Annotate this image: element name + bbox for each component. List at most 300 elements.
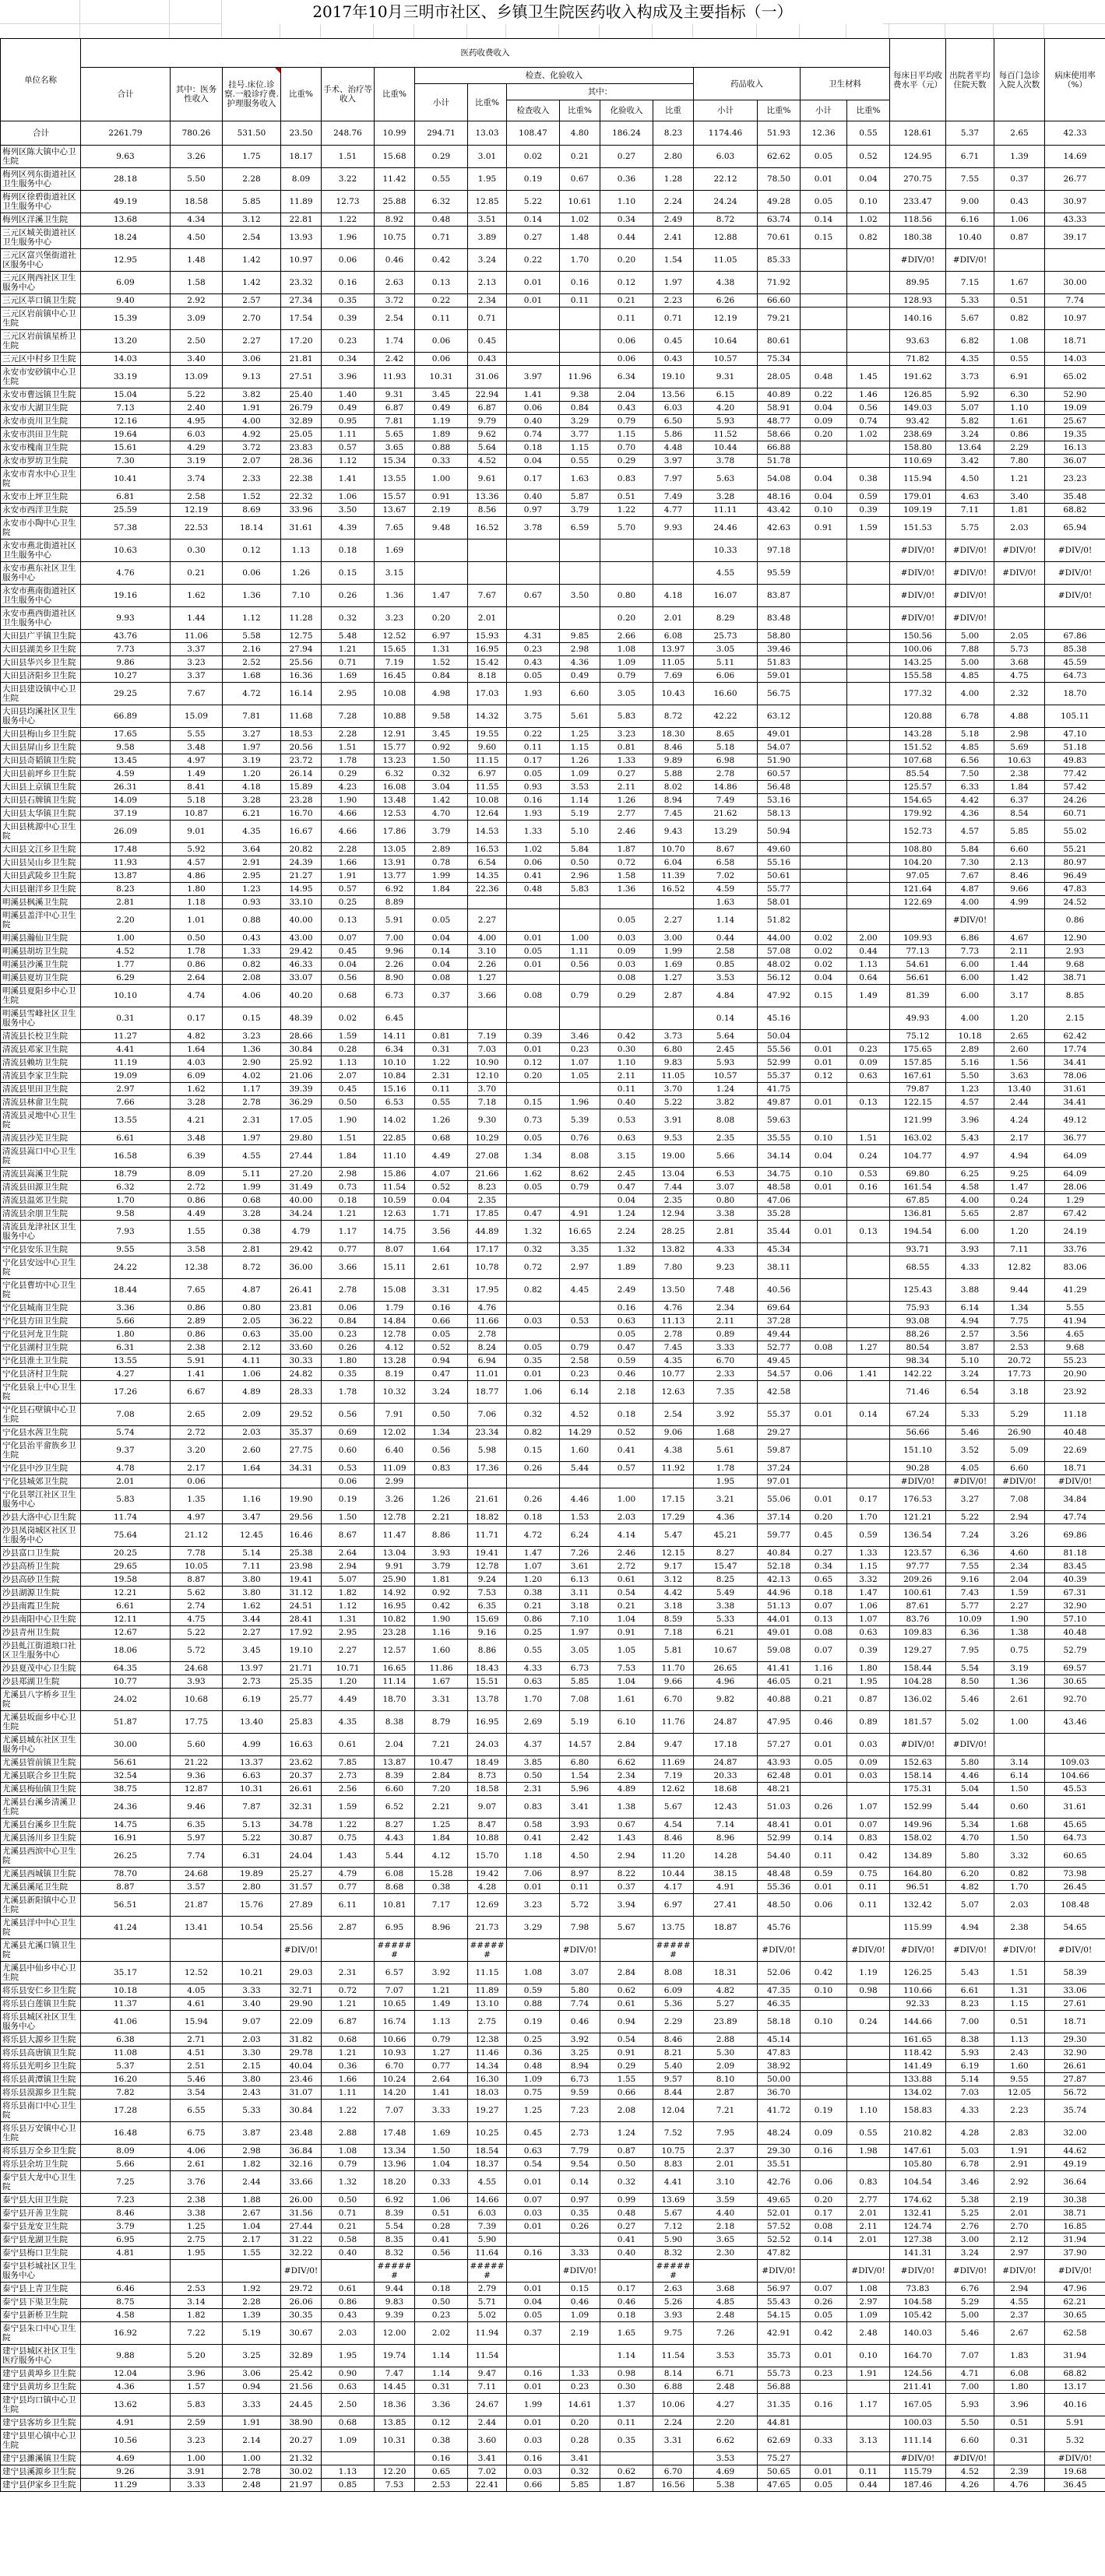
value-cell: 0.57 <box>600 1462 653 1475</box>
value-cell: 2.27 <box>653 909 694 932</box>
value-cell: 3.23 <box>223 1030 281 1043</box>
value-cell: 19.41 <box>468 1547 507 1560</box>
value-cell <box>171 1939 223 1962</box>
value-cell: 0.01 <box>801 1056 847 1070</box>
value-cell: 110.66 <box>890 1984 946 1998</box>
value-cell: 14.29 <box>560 1426 600 1439</box>
value-cell: 12.11 <box>81 1613 171 1626</box>
value-cell: 65.94 <box>1045 517 1105 539</box>
value-cell: 0.99 <box>600 2194 653 2207</box>
value-cell: 39.46 <box>758 643 801 656</box>
value-cell: 7.43 <box>946 1587 994 1600</box>
value-cell: 2.24 <box>653 2416 694 2430</box>
value-cell: 13.75 <box>653 1917 694 1939</box>
value-cell: 23.89 <box>694 2011 758 2033</box>
value-cell: 0.55 <box>847 121 890 146</box>
value-cell: 1.62 <box>171 1083 223 1096</box>
value-cell: 0.22 <box>801 388 847 402</box>
unit-name-cell: 沙县青州卫生院 <box>1 1626 81 1639</box>
value-cell: 2.58 <box>171 490 223 504</box>
value-cell: 1.14 <box>600 2345 653 2367</box>
value-cell: 0.82 <box>507 1426 560 1439</box>
value-cell: 59.87 <box>758 1439 801 1462</box>
value-cell: 32.31 <box>281 1796 322 1819</box>
value-cell: ###### <box>375 1939 415 1962</box>
value-cell: 0.88 <box>415 441 468 455</box>
value-cell: 51.03 <box>758 1796 801 1819</box>
value-cell <box>653 562 694 585</box>
value-cell: 0.05 <box>801 2479 847 2492</box>
value-cell: 16.52 <box>468 517 507 539</box>
value-cell: 143.28 <box>890 728 946 741</box>
value-cell: 66.60 <box>758 294 801 308</box>
value-cell: 38.15 <box>694 1868 758 1881</box>
value-cell: 209.26 <box>890 1573 946 1587</box>
unit-name-cell: 尤溪县尤溪口镇卫生院 <box>1 1939 81 1962</box>
value-cell: 0.16 <box>600 1302 653 1315</box>
value-cell: 12.15 <box>653 1547 694 1560</box>
value-cell <box>507 308 560 330</box>
value-cell: 4.97 <box>171 1511 223 1524</box>
value-cell: 49.28 <box>758 191 801 213</box>
value-cell: 8.22 <box>600 1868 653 1881</box>
value-cell: 4.67 <box>994 932 1045 945</box>
value-cell: 2.30 <box>694 2247 758 2260</box>
value-cell: 32.54 <box>81 1769 171 1783</box>
value-cell: 1.10 <box>600 1056 653 1070</box>
col-header-ratio-6: 比重% <box>758 100 801 121</box>
value-cell: 0.20 <box>415 607 468 630</box>
value-cell: 0.23 <box>415 2309 468 2322</box>
value-cell: 3.23 <box>171 656 223 669</box>
value-cell: 3.52 <box>946 1439 994 1462</box>
value-cell: 35.28 <box>758 1207 801 1221</box>
value-cell: 11.05 <box>653 656 694 669</box>
value-cell: 0.46 <box>600 1368 653 1381</box>
value-cell: 7.80 <box>994 455 1045 468</box>
value-cell: 5.38 <box>946 2194 994 2207</box>
value-cell: 0.38 <box>415 1881 468 1894</box>
value-cell: 0.42 <box>600 1030 653 1043</box>
value-cell: 1.10 <box>600 191 653 213</box>
unit-name-cell: 宁化县淮土卫生院 <box>1 1355 81 1368</box>
value-cell: 0.43 <box>653 353 694 366</box>
value-cell: 3.93 <box>415 1547 468 1560</box>
value-cell: 13.62 <box>81 2394 171 2416</box>
value-cell: 4.96 <box>694 1675 758 1689</box>
value-cell: 142.22 <box>890 1368 946 1381</box>
value-cell: 2.38 <box>171 2194 223 2207</box>
value-cell: 26.77 <box>1045 168 1105 191</box>
value-cell: 2.17 <box>171 1462 223 1475</box>
value-cell: 5.67 <box>600 1917 653 1939</box>
value-cell: 17.05 <box>281 1109 322 1132</box>
value-cell: 115.94 <box>890 468 946 490</box>
value-cell: 6.08 <box>375 1868 415 1881</box>
value-cell: 0.14 <box>694 1007 758 1030</box>
value-cell: 157.85 <box>890 1056 946 1070</box>
value-cell: 2.48 <box>223 2479 281 2492</box>
value-cell: 3.74 <box>171 468 223 490</box>
value-cell: 1.52 <box>415 656 468 669</box>
value-cell: 5.61 <box>694 1439 758 1462</box>
value-cell: 0.18 <box>322 1194 375 1207</box>
value-cell: 10.05 <box>171 1560 223 1573</box>
unit-name-cell: 尤溪县洋中中心卫生院 <box>1 1917 81 1939</box>
value-cell: 0.23 <box>322 1328 375 1341</box>
value-cell: 2.89 <box>415 843 468 856</box>
value-cell: 3.97 <box>507 366 560 388</box>
value-cell: 69.80 <box>890 1168 946 1181</box>
unit-name-cell: 建宁县濉溪镇卫生院 <box>1 2452 81 2465</box>
value-cell <box>847 870 890 883</box>
value-cell: 7.07 <box>375 2100 415 2122</box>
value-cell: 2.67 <box>223 2207 281 2220</box>
value-cell: 26.31 <box>81 781 171 794</box>
table-row <box>1 1573 1105 1587</box>
value-cell: 1.09 <box>600 656 653 669</box>
value-cell: 5.90 <box>468 2233 507 2247</box>
value-cell: 16.67 <box>281 821 322 843</box>
value-cell: 0.61 <box>322 1734 375 1756</box>
value-cell: 87.61 <box>890 1600 946 1613</box>
value-cell: 3.53 <box>560 781 600 794</box>
value-cell: 6.40 <box>375 1439 415 1462</box>
value-cell: 1.28 <box>653 168 694 191</box>
value-cell: 1.98 <box>847 2145 890 2158</box>
value-cell: 7.98 <box>560 1917 600 1939</box>
unit-name-cell: 泰宁县杉城社区卫生服务中心 <box>1 2260 81 2283</box>
value-cell: 0.85 <box>322 2479 375 2492</box>
value-cell: 5.93 <box>946 2394 994 2416</box>
value-cell: 25.38 <box>281 1547 322 1560</box>
value-cell: 81.39 <box>890 985 946 1007</box>
value-cell: 3.36 <box>415 2394 468 2416</box>
value-cell: 1.82 <box>171 2309 223 2322</box>
value-cell: 0.17 <box>507 754 560 768</box>
value-cell: 15.16 <box>375 1083 415 1096</box>
value-cell: 1.42 <box>994 972 1045 985</box>
value-cell: 0.44 <box>847 2479 890 2492</box>
value-cell: 155.58 <box>890 669 946 683</box>
value-cell: 2.78 <box>223 2465 281 2479</box>
value-cell: 4.50 <box>946 468 994 490</box>
value-cell: 11.37 <box>81 1998 171 2011</box>
value-cell: 0.10 <box>801 2011 847 2033</box>
value-cell <box>801 1917 847 1939</box>
value-cell: 152.99 <box>890 1796 946 1819</box>
value-cell: 3.15 <box>600 1145 653 1168</box>
value-cell: 2.50 <box>322 2394 375 2416</box>
value-cell: 50.61 <box>758 870 801 883</box>
value-cell: 46.33 <box>281 958 322 972</box>
value-cell: 1.48 <box>560 227 600 249</box>
empty-grid-cell <box>80 0 170 24</box>
value-cell: 6.03 <box>694 146 758 168</box>
value-cell: 9.44 <box>994 1279 1045 1302</box>
value-cell: 109.83 <box>890 1626 946 1639</box>
value-cell <box>1045 607 1105 630</box>
value-cell: 8.83 <box>653 2158 694 2171</box>
value-cell: 1.06 <box>322 490 375 504</box>
table-row <box>1 1070 1105 1083</box>
value-cell: 2.83 <box>994 2122 1045 2145</box>
value-cell: 0.77 <box>322 1243 375 1256</box>
value-cell: 3.05 <box>560 1639 600 1662</box>
value-cell: 1.02 <box>507 843 560 856</box>
value-cell <box>847 272 890 294</box>
value-cell: 2.01 <box>694 2158 758 2171</box>
value-cell: 4.42 <box>653 1587 694 1600</box>
value-cell: 12.64 <box>468 807 507 821</box>
value-cell: 2.28 <box>223 2296 281 2309</box>
value-cell: 6.56 <box>946 754 994 768</box>
value-cell: 1.12 <box>322 1600 375 1613</box>
value-cell: 77.42 <box>1045 768 1105 781</box>
value-cell <box>223 2260 281 2283</box>
value-cell: 124.56 <box>890 2367 946 2381</box>
value-cell: 11.96 <box>560 366 600 388</box>
value-cell: 37.19 <box>81 807 171 821</box>
value-cell: 2.98 <box>994 728 1045 741</box>
value-cell: 0.26 <box>560 2220 600 2233</box>
value-cell: 0.53 <box>322 1462 375 1475</box>
value-cell: 0.36 <box>322 2060 375 2073</box>
value-cell: 2.58 <box>560 1355 600 1368</box>
value-cell: 3.24 <box>946 428 994 441</box>
value-cell: 4.57 <box>171 856 223 870</box>
value-cell: 8.73 <box>468 1769 507 1783</box>
value-cell: 4.94 <box>946 1315 994 1328</box>
value-cell: 1.08 <box>847 2283 890 2296</box>
value-cell: 0.47 <box>600 1341 653 1355</box>
value-cell: #DIV/0! <box>890 607 946 630</box>
value-cell: 47.95 <box>758 1711 801 1734</box>
value-cell: 1.68 <box>223 669 281 683</box>
value-cell: 18.20 <box>375 2171 415 2194</box>
value-cell: 4.60 <box>994 1547 1045 1560</box>
value-cell: 6.73 <box>375 985 415 1007</box>
value-cell: 164.80 <box>890 1868 946 1881</box>
value-cell: 2.45 <box>694 1043 758 1056</box>
value-cell: 4.35 <box>223 821 281 843</box>
value-cell: 18.68 <box>694 1783 758 1796</box>
value-cell: 12.95 <box>81 249 171 272</box>
value-cell: 5.67 <box>653 2207 694 2220</box>
value-cell: 5.69 <box>994 741 1045 754</box>
value-cell: 10.78 <box>468 1256 507 1279</box>
table-row <box>1 843 1105 856</box>
value-cell: 7.65 <box>171 1279 223 1302</box>
value-cell: 4.58 <box>81 2309 171 2322</box>
value-cell: 3.80 <box>223 2073 281 2086</box>
value-cell: 1.75 <box>223 146 281 168</box>
value-cell: 0.68 <box>322 2033 375 2047</box>
value-cell: 59.01 <box>758 669 801 683</box>
value-cell: 5.83 <box>600 705 653 728</box>
value-cell: 11.09 <box>375 1462 415 1475</box>
value-cell: 22.94 <box>468 388 507 402</box>
value-cell: 12.52 <box>171 1962 223 1984</box>
value-cell: 11.47 <box>375 1524 415 1547</box>
value-cell: 0.32 <box>322 607 375 630</box>
empty-grid-cell <box>653 24 693 38</box>
table-row <box>1 781 1105 794</box>
value-cell: 2.80 <box>653 146 694 168</box>
value-cell: 7.06 <box>468 1404 507 1426</box>
value-cell: 10.90 <box>468 1056 507 1070</box>
value-cell: 2.61 <box>171 2158 223 2171</box>
value-cell: 15.34 <box>375 455 415 468</box>
value-cell: 53.16 <box>758 794 801 807</box>
value-cell: 21.27 <box>281 870 322 883</box>
value-cell: 0.71 <box>322 2207 375 2220</box>
value-cell: 5.49 <box>694 1587 758 1600</box>
value-cell: 14.02 <box>375 1109 415 1132</box>
value-cell: 13.55 <box>375 468 415 490</box>
value-cell: 6.87 <box>468 402 507 415</box>
value-cell: 13.40 <box>994 1083 1045 1096</box>
value-cell: 3.48 <box>171 1132 223 1145</box>
value-cell: 2.63 <box>653 2283 694 2296</box>
value-cell: 0.86 <box>171 1328 223 1341</box>
value-cell: 1.17 <box>847 2394 890 2416</box>
value-cell: 1.17 <box>322 1221 375 1243</box>
value-cell: 85.38 <box>1045 643 1105 656</box>
value-cell: 134.89 <box>890 1845 946 1868</box>
value-cell: 47.06 <box>758 1194 801 1207</box>
value-cell: 3.54 <box>171 2086 223 2100</box>
value-cell: 6.92 <box>375 883 415 896</box>
value-cell: 2.31 <box>507 1783 560 1796</box>
value-cell: 17.85 <box>468 1207 507 1221</box>
value-cell: 3.22 <box>322 168 375 191</box>
value-cell: 15.57 <box>375 490 415 504</box>
value-cell: 3.23 <box>171 2430 223 2452</box>
value-cell <box>847 1998 890 2011</box>
value-cell: 16.53 <box>468 843 507 856</box>
value-cell: 8.59 <box>653 1613 694 1626</box>
value-cell: 6.15 <box>694 388 758 402</box>
value-cell: 4.28 <box>946 2122 994 2145</box>
value-cell: 29.42 <box>281 945 322 958</box>
value-cell: 0.14 <box>801 1832 847 1845</box>
value-cell: 0.03 <box>847 1734 890 1756</box>
value-cell: 0.03 <box>600 932 653 945</box>
value-cell: 0.45 <box>801 1524 847 1547</box>
value-cell: #DIV/0! <box>890 1734 946 1756</box>
unit-name-cell: 永安市燕西街道社区卫生服务中心 <box>1 607 81 630</box>
value-cell: 2.95 <box>322 683 375 705</box>
value-cell: 13.97 <box>653 643 694 656</box>
value-cell: 5.90 <box>653 2233 694 2247</box>
value-cell: 4.12 <box>375 1341 415 1355</box>
unit-name-cell: 永安市槐南卫生院 <box>1 441 81 455</box>
value-cell: 3.07 <box>560 1962 600 1984</box>
value-cell: 12.16 <box>81 415 171 428</box>
value-cell: 2.34 <box>994 1560 1045 1573</box>
value-cell: 13.29 <box>694 821 758 843</box>
value-cell: 15.68 <box>375 146 415 168</box>
value-cell: 1.41 <box>415 2086 468 2100</box>
value-cell: 5.11 <box>223 1168 281 1181</box>
value-cell: 51.93 <box>758 121 801 146</box>
value-cell: 4.82 <box>946 1881 994 1894</box>
value-cell: 7.26 <box>694 2322 758 2345</box>
empty-grid-cell <box>170 0 222 24</box>
table-row <box>1 1221 1105 1243</box>
value-cell: 6.35 <box>171 1819 223 1832</box>
value-cell: #DIV/0! <box>281 2260 322 2283</box>
value-cell: 2.39 <box>994 2465 1045 2479</box>
value-cell: 26.61 <box>1045 2060 1105 2073</box>
value-cell: 9.62 <box>468 428 507 441</box>
value-cell: 0.11 <box>801 1845 847 1868</box>
value-cell: 0.04 <box>322 958 375 972</box>
total-row <box>1 121 1105 146</box>
value-cell: 9.63 <box>81 146 171 168</box>
value-cell: #DIV/0! <box>946 2452 994 2465</box>
value-cell: 0.83 <box>600 468 653 490</box>
unit-name-cell: 沙县郑湖卫生院 <box>1 1675 81 1689</box>
value-cell: 41.24 <box>81 1917 171 1939</box>
col-header-ratio-4: 比重% <box>560 100 600 121</box>
table-body <box>1 121 1105 2492</box>
value-cell: 15.93 <box>468 630 507 643</box>
value-cell: 2.03 <box>994 1894 1045 1917</box>
value-cell: 12.04 <box>81 2367 171 2381</box>
unit-name-cell: 尤溪县中仙乡中心卫生院 <box>1 1962 81 1984</box>
value-cell: 12.78 <box>375 1328 415 1341</box>
value-cell: 3.61 <box>560 1560 600 1573</box>
value-cell: 3.19 <box>223 754 281 768</box>
value-cell: 8.08 <box>653 1962 694 1984</box>
value-cell: 6.95 <box>81 2233 171 2247</box>
unit-name-cell: 宁化县河龙卫生院 <box>1 1328 81 1341</box>
value-cell: 12.62 <box>653 1783 694 1796</box>
value-cell: 126.85 <box>890 388 946 402</box>
value-cell <box>801 1083 847 1096</box>
value-cell <box>801 856 847 870</box>
value-cell: 5.32 <box>1045 2430 1105 2452</box>
value-cell: 8.10 <box>694 2073 758 2086</box>
value-cell: 0.35 <box>560 2207 600 2220</box>
value-cell <box>801 683 847 705</box>
value-cell: 1.69 <box>415 2122 468 2145</box>
unit-name-cell: 大田县吴山乡卫生院 <box>1 856 81 870</box>
value-cell: 7.08 <box>560 1689 600 1711</box>
value-cell: 2.64 <box>171 972 223 985</box>
value-cell: 12.19 <box>171 504 223 517</box>
value-cell: 7.87 <box>223 1796 281 1819</box>
value-cell: 1.25 <box>507 2100 560 2122</box>
value-cell <box>1045 249 1105 272</box>
value-cell: 28.66 <box>281 1030 322 1043</box>
value-cell: 4.31 <box>507 630 560 643</box>
value-cell: 1.42 <box>415 794 468 807</box>
value-cell: 0.01 <box>507 2283 560 2296</box>
value-cell: 64.09 <box>1045 1145 1105 1168</box>
value-cell: 10.40 <box>946 227 994 249</box>
value-cell: 0.29 <box>322 768 375 781</box>
unit-name-cell: 沙县夏茂中心卫生院 <box>1 1662 81 1675</box>
value-cell: 13.20 <box>81 330 171 353</box>
value-cell: 6.67 <box>171 1381 223 1404</box>
value-cell: #DIV/0! <box>1045 1939 1105 1962</box>
value-cell: 9.68 <box>1045 958 1105 972</box>
value-cell: 9.07 <box>223 2011 281 2033</box>
value-cell: 55.16 <box>758 856 801 870</box>
